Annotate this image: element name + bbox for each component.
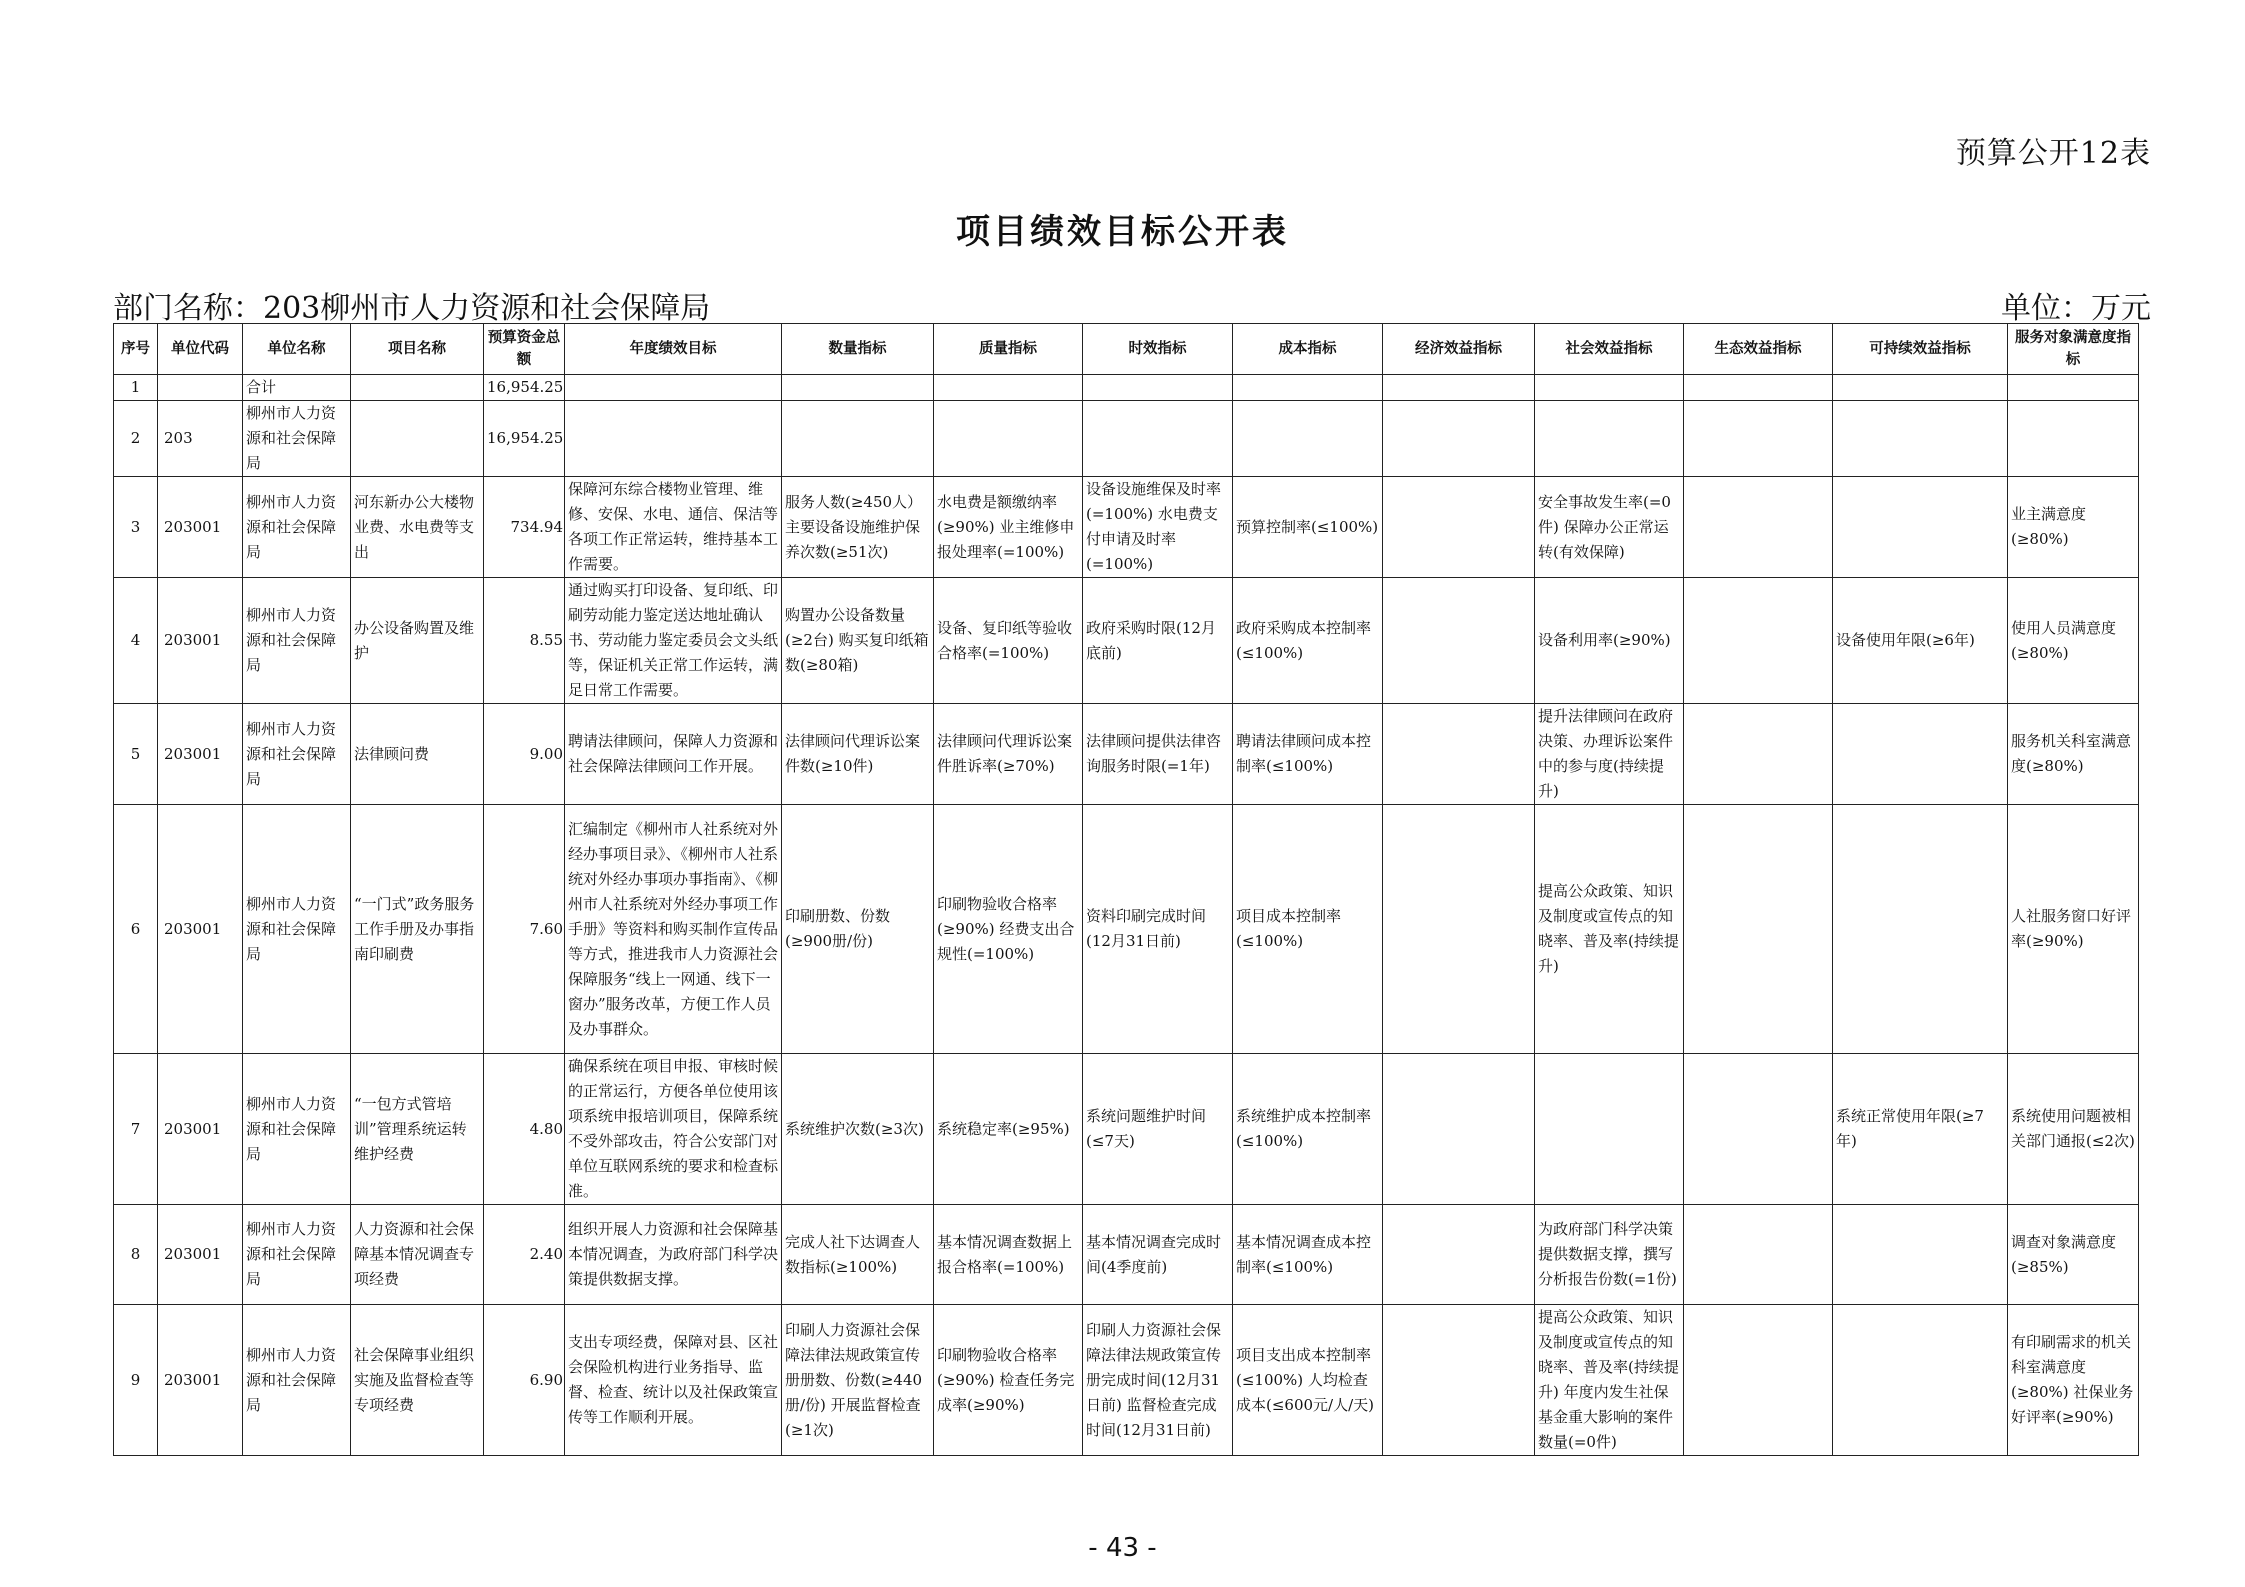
cell-social: 提高公众政策、知识及制度或宣传点的知晓率、普及率(持续提升) 年度内发生社保基金重大影响的案件数量(=0件): [1535, 1305, 1684, 1456]
cell-sustainable: 系统正常使用年限(≥7年): [1833, 1054, 2008, 1205]
cell-goal: 聘请法律顾问，保障人力资源和社会保障法律顾问工作开展。: [565, 704, 782, 805]
cell-fund: 7.60: [484, 805, 565, 1054]
cell-economic: [1383, 1205, 1535, 1305]
cell-project: [351, 401, 484, 477]
cell-ecological: [1684, 1305, 1833, 1456]
header-code: 单位代码: [158, 324, 243, 375]
cell-satisfaction: 业主满意度(≥80%): [2008, 477, 2139, 578]
cell-ecological: [1684, 578, 1833, 704]
cell-ecological: [1684, 401, 1833, 477]
cell-fund: 8.55: [484, 578, 565, 704]
cell-quantity: 购置办公设备数量(≥2台) 购买复印纸箱数(≥80箱): [782, 578, 934, 704]
cell-timeliness: [1083, 375, 1233, 401]
cell-ecological: [1684, 704, 1833, 805]
cell-economic: [1383, 805, 1535, 1054]
page-number: - 43 -: [1088, 1533, 1157, 1563]
header-timeliness: 时效指标: [1083, 324, 1233, 375]
table-row: [114, 375, 2139, 401]
cell-goal: [565, 375, 782, 401]
cell-cost: 系统维护成本控制率(≤100%): [1233, 1054, 1383, 1205]
cell-satisfaction: 调查对象满意度(≥85%): [2008, 1205, 2139, 1305]
table-row: [114, 477, 2139, 578]
cell-goal: 支出专项经费，保障对县、区社会保险机构进行业务指导、监督、检查、统计以及社保政策宣传等工作顺利开展。: [565, 1305, 782, 1456]
cell-goal: 汇编制定《柳州市人社系统对外经办事项目录》、《柳州市人社系统对外经办事项办事指南》、《柳州市人社系统对外经办事项工作手册》等资料和购买制作宣传品等方式，推进我市人力资源社会保障服务“线上一网通、线下一窗办”服务改革，方便工作人员及办事群众。: [565, 805, 782, 1054]
cell-seq: 6: [114, 805, 158, 1054]
cell-economic: [1383, 401, 1535, 477]
cell-cost: 项目支出成本控制率(≤100%) 人均检查成本(≤600元/人/天): [1233, 1305, 1383, 1456]
cell-goal: 组织开展人力资源和社会保障基本情况调查，为政府部门科学决策提供数据支撑。: [565, 1205, 782, 1305]
cell-timeliness: 政府采购时限(12月底前): [1083, 578, 1233, 704]
table-row: [114, 704, 2139, 805]
cell-code: 203001: [158, 477, 243, 578]
cell-quality: 法律顾问代理诉讼案件胜诉率(≥70%): [934, 704, 1083, 805]
header-social: 社会效益指标: [1535, 324, 1684, 375]
cell-social: 提升法律顾问在政府决策、办理诉讼案件中的参与度(持续提升): [1535, 704, 1684, 805]
cell-name: 柳州市人力资源和社会保障局: [243, 704, 351, 805]
header-ecological: 生态效益指标: [1684, 324, 1833, 375]
cell-satisfaction: 人社服务窗口好评率(≥90%): [2008, 805, 2139, 1054]
cell-sustainable: [1833, 375, 2008, 401]
cell-sustainable: [1833, 704, 2008, 805]
table-row: [114, 1054, 2139, 1205]
table-row: [114, 578, 2139, 704]
table-row: [114, 1305, 2139, 1456]
cell-quantity: 完成人社下达调查人数指标(≥100%): [782, 1205, 934, 1305]
cell-economic: [1383, 704, 1535, 805]
header-name: 单位名称: [243, 324, 351, 375]
cell-quantity: [782, 375, 934, 401]
cell-fund: 734.94: [484, 477, 565, 578]
cell-project: 法律顾问费: [351, 704, 484, 805]
cell-social: [1535, 375, 1684, 401]
cell-quality: 基本情况调查数据上报合格率(=100%): [934, 1205, 1083, 1305]
cell-satisfaction: 使用人员满意度(≥80%): [2008, 578, 2139, 704]
cell-sustainable: [1833, 1305, 2008, 1456]
cell-project: “一门式”政务服务工作手册及办事指南印刷费: [351, 805, 484, 1054]
cell-name: 柳州市人力资源和社会保障局: [243, 1305, 351, 1456]
cell-social: 安全事故发生率(=0件) 保障办公正常运转(有效保障): [1535, 477, 1684, 578]
cell-economic: [1383, 477, 1535, 578]
cell-quality: 系统稳定率(≥95%): [934, 1054, 1083, 1205]
cell-satisfaction: 有印刷需求的机关科室满意度(≥80%) 社保业务好评率(≥90%): [2008, 1305, 2139, 1456]
cell-code: 203001: [158, 704, 243, 805]
cell-ecological: [1684, 1205, 1833, 1305]
cell-cost: [1233, 401, 1383, 477]
cell-fund: 9.00: [484, 704, 565, 805]
cell-cost: 项目成本控制率(≤100%): [1233, 805, 1383, 1054]
cell-economic: [1383, 1305, 1535, 1456]
cell-cost: 基本情况调查成本控制率(≤100%): [1233, 1205, 1383, 1305]
cell-ecological: [1684, 805, 1833, 1054]
cell-fund: 2.40: [484, 1205, 565, 1305]
cell-timeliness: 系统问题维护时间(≤7天): [1083, 1054, 1233, 1205]
cell-cost: 政府采购成本控制率(≤100%): [1233, 578, 1383, 704]
header-goal: 年度绩效目标: [565, 324, 782, 375]
cell-code: 203001: [158, 1054, 243, 1205]
cell-quality: [934, 375, 1083, 401]
header-quantity: 数量指标: [782, 324, 934, 375]
cell-ecological: [1684, 477, 1833, 578]
cell-code: 203001: [158, 1305, 243, 1456]
cell-sustainable: [1833, 805, 2008, 1054]
cell-seq: 5: [114, 704, 158, 805]
cell-name: 合计: [243, 375, 351, 401]
cell-fund: 4.80: [484, 1054, 565, 1205]
header-project: 项目名称: [351, 324, 484, 375]
cell-quality: 印刷物验收合格率(≥90%) 检查任务完成率(≥90%): [934, 1305, 1083, 1456]
form-code: 预算公开12表: [1955, 136, 2151, 171]
cell-quality: 水电费是额缴纳率(≥90%) 业主维修申报处理率(=100%): [934, 477, 1083, 578]
header-fund: 预算资金总额: [484, 324, 565, 375]
cell-code: 203: [158, 401, 243, 477]
cell-seq: 9: [114, 1305, 158, 1456]
cell-project: 社会保障事业组织实施及监督检查等专项经费: [351, 1305, 484, 1456]
cell-seq: 1: [114, 375, 158, 401]
header-cost: 成本指标: [1233, 324, 1383, 375]
cell-satisfaction: 服务机关科室满意度(≥80%): [2008, 704, 2139, 805]
cell-quality: 印刷物验收合格率(≥90%) 经费支出合规性(=100%): [934, 805, 1083, 1054]
cell-social: 为政府部门科学决策提供数据支撑，撰写分析报告份数(=1份): [1535, 1205, 1684, 1305]
cell-satisfaction: [2008, 401, 2139, 477]
header-economic: 经济效益指标: [1383, 324, 1535, 375]
cell-satisfaction: [2008, 375, 2139, 401]
cell-timeliness: 法律顾问提供法律咨询服务时限(=1年): [1083, 704, 1233, 805]
department-name: 部门名称：203柳州市人力资源和社会保障局: [113, 291, 711, 326]
cell-code: 203001: [158, 805, 243, 1054]
cell-fund: 6.90: [484, 1305, 565, 1456]
header-sustainable: 可持续效益指标: [1833, 324, 2008, 375]
cell-goal: [565, 401, 782, 477]
cell-fund: 16,954.25: [484, 375, 565, 401]
cell-seq: 2: [114, 401, 158, 477]
cell-quantity: 印刷册数、份数(≥900册/份): [782, 805, 934, 1054]
cell-social: 设备利用率(≥90%): [1535, 578, 1684, 704]
cell-quantity: 系统维护次数(≥3次): [782, 1054, 934, 1205]
cell-project: 办公设备购置及维护: [351, 578, 484, 704]
cell-name: 柳州市人力资源和社会保障局: [243, 401, 351, 477]
cell-quantity: 印刷人力资源社会保障法律法规政策宣传册册数、份数(≥440册/份) 开展监督检查(≥1次): [782, 1305, 934, 1456]
cell-fund: 16,954.25: [484, 401, 565, 477]
performance-table: [113, 323, 2139, 1456]
table-header-row: [114, 324, 2139, 375]
performance-table-container: [113, 323, 2138, 1456]
header-seq: 序号: [114, 324, 158, 375]
cell-social: [1535, 401, 1684, 477]
cell-project: 河东新办公大楼物业费、水电费等支出: [351, 477, 484, 578]
cell-social: 提高公众政策、知识及制度或宣传点的知晓率、普及率(持续提升): [1535, 805, 1684, 1054]
cell-sustainable: [1833, 477, 2008, 578]
cell-sustainable: [1833, 401, 2008, 477]
cell-name: 柳州市人力资源和社会保障局: [243, 1205, 351, 1305]
cell-quality: 设备、复印纸等验收合格率(=100%): [934, 578, 1083, 704]
cell-name: 柳州市人力资源和社会保障局: [243, 1054, 351, 1205]
cell-ecological: [1684, 375, 1833, 401]
cell-cost: [1233, 375, 1383, 401]
cell-ecological: [1684, 1054, 1833, 1205]
cell-cost: 预算控制率(≤100%): [1233, 477, 1383, 578]
cell-timeliness: 设备设施维保及时率(=100%) 水电费支付申请及时率(=100%): [1083, 477, 1233, 578]
cell-goal: 通过购买打印设备、复印纸、印刷劳动能力鉴定送达地址确认书、劳动能力鉴定委员会文头纸等，保证机关正常工作运转，满足日常工作需要。: [565, 578, 782, 704]
unit-label: 单位：万元: [2001, 291, 2151, 326]
cell-timeliness: 印刷人力资源社会保障法律法规政策宣传册完成时间(12月31日前) 监督检查完成时间(12月31日前): [1083, 1305, 1233, 1456]
cell-code: 203001: [158, 578, 243, 704]
cell-name: 柳州市人力资源和社会保障局: [243, 477, 351, 578]
cell-code: [158, 375, 243, 401]
table-row: [114, 401, 2139, 477]
cell-sustainable: 设备使用年限(≥6年): [1833, 578, 2008, 704]
cell-seq: 3: [114, 477, 158, 578]
header-satisfaction: 服务对象满意度指标: [2008, 324, 2139, 375]
cell-seq: 8: [114, 1205, 158, 1305]
cell-goal: 确保系统在项目申报、审核时候的正常运行，方便各单位使用该项系统申报培训项目，保障系统不受外部攻击，符合公安部门对单位互联网系统的要求和检查标准。: [565, 1054, 782, 1205]
cell-name: 柳州市人力资源和社会保障局: [243, 805, 351, 1054]
table-row: [114, 805, 2139, 1054]
cell-project: [351, 375, 484, 401]
cell-quantity: 法律顾问代理诉讼案件数(≥10件): [782, 704, 934, 805]
header-quality: 质量指标: [934, 324, 1083, 375]
table-row: [114, 1205, 2139, 1305]
cell-economic: [1383, 578, 1535, 704]
cell-quantity: [782, 401, 934, 477]
cell-sustainable: [1833, 1205, 2008, 1305]
cell-seq: 7: [114, 1054, 158, 1205]
cell-goal: 保障河东综合楼物业管理、维修、安保、水电、通信、保洁等各项工作正常运转，维持基本工作需要。: [565, 477, 782, 578]
cell-social: [1535, 1054, 1684, 1205]
cell-project: “一包方式管培训”管理系统运转维护经费: [351, 1054, 484, 1205]
cell-timeliness: 基本情况调查完成时间(4季度前): [1083, 1205, 1233, 1305]
cell-code: 203001: [158, 1205, 243, 1305]
cell-timeliness: 资料印刷完成时间(12月31日前): [1083, 805, 1233, 1054]
cell-timeliness: [1083, 401, 1233, 477]
cell-project: 人力资源和社会保障基本情况调查专项经费: [351, 1205, 484, 1305]
cell-quantity: 服务人数(≥450人）主要设备设施维护保养次数(≥51次): [782, 477, 934, 578]
cell-seq: 4: [114, 578, 158, 704]
cell-economic: [1383, 375, 1535, 401]
cell-cost: 聘请法律顾问成本控制率(≤100%): [1233, 704, 1383, 805]
cell-satisfaction: 系统使用问题被相关部门通报(≤2次): [2008, 1054, 2139, 1205]
cell-quality: [934, 401, 1083, 477]
cell-name: 柳州市人力资源和社会保障局: [243, 578, 351, 704]
cell-economic: [1383, 1054, 1535, 1205]
page-title: 项目绩效目标公开表: [956, 212, 1289, 252]
